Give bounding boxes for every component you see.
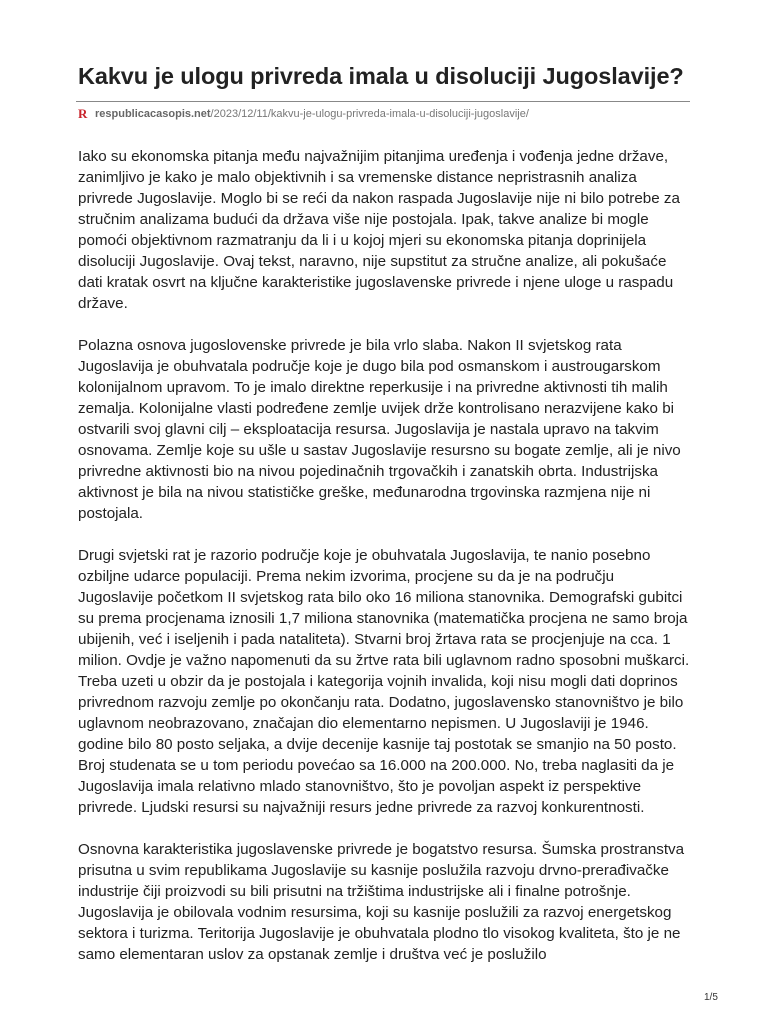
article-body (78, 146, 693, 986)
title-divider (76, 101, 690, 102)
source-path[interactable]: /2023/12/11/kakvu-je-ulogu-privreda-imala-u-disoluciji-jugoslavije/ (210, 108, 529, 120)
paragraph: Polazna osnova jugoslovenske privrede je bila vrlo slaba. Nakon II svjetskog rata Jugoslavija je obuhvatala područje koje je dugo bila pod osmanskom i austrougarskom kolonijalnom upravom. To je imalo direktne reperkusije i na privredne aktivnosti tih malih zemalja. Kolonijalne vlasti podređene zemlje uvijek drže kontrolisano nerazvijene kako bi ostvarili svoj glavni cilj – eksploatacija resursa. Jugoslavija je nastala upravo na takvim osnovama. Zemlje koje su ušle u sastav Jugoslavije resursno su bogate zemlje, ali je nivo privredne aktivnosti bio na nivou pojedinačnih trgovačkih i zanatskih obrta. Industrijska aktivnost je bila na nivou statističke greške, međunarodna trgovinska razmjena nije ni postojala. (78, 337, 681, 522)
paragraph: Iako su ekonomska pitanja među najvažnijim pitanjima uređenja i vođenja jedne države, zanimljivo je kako je malo objektivnih i sa vremenske distance nepristrasnih analiza privrede Jugoslavije. Moglo bi se reći da nakon raspada Jugoslavije nije ni bilo potrebe za stručnim analizama budući da država više nije postojala. Ipak, takve analize bi mogle pomoći objektivnom razmatranju da li i u kojoj mjeri su ekonomska pitanja doprinijela disoluciji Jugoslavije. Ovaj tekst, naravno, nije supstitut za stručne analize, ali pokušaće dati kratak osvrt na ključne karakteristike jugoslavenske privrede i njene uloge u raspadu države. (78, 148, 680, 312)
paragraph: Drugi svjetski rat je razorio područje koje je obuhvatala Jugoslavija, te nanio posebno ozbiljne udarce populaciji. Prema nekim izvorima, procjene su da je na području Jugoslavije početkom II svjetskog rata bilo oko 16 miliona stanovnika. Demografski gubitci su prema procjenama iznosili 1,7 miliona stanovnika (matematička procjena ne samo broja ubijenih, već i iseljenih i pada nataliteta). Stvarni broj žrtava rata se procjenjuje na cca. 1 milion. Ovdje je važno napomenuti da su žrtve rata bili uglavnom radno sposobni muškarci. Treba uzeti u obzir da je postojala i kategorija vojnih invalida, koji nisu mogli dati doprinos privrednom razvoju zemlje po okončanju rata. Dodatno, jugoslavensko stanovništvo je bilo uglavnom neobrazovano, značajan dio elementarno nepismen. U Jugoslaviji je 1946. godine bilo 80 posto seljaka, a dvije decenije kasnije taj postotak se smanjio na 50 posto. Broj studenata se u tom periodu povećao sa 16.000 na 200.000. No, treba naglasiti da je Jugoslavija imala relativno mlado stanovništvo, što je povoljan aspekt iz perspektive privrede. Ljudski resursi su najvažniji resurs jedne privrede za razvoj konkurentnosti. (78, 547, 690, 816)
source-line (78, 108, 529, 120)
source-site[interactable]: respublicacasopis.net (95, 108, 211, 120)
page-number: 1/5 (704, 992, 718, 1003)
page-title: Kakvu je ulogu privreda imala u disoluciji Jugoslavije? (78, 63, 684, 89)
paragraph: Osnovna karakteristika jugoslavenske privrede je bogatstvo resursa. Šumska prostranstva prisutna u svim republikama Jugoslavije su kasnije poslužila razvoju drvno-prerađivačke industrije čiji proizvodi su bili prisutni na tržištima industrijske ali i finalne potrošnje. Jugoslavija je obilovala vodnim resursima, koji su kasnije poslužili za razvoj energetskog sektora i turizma. Teritorija Jugoslavije je obuhvatala plodno tlo visokog kvaliteta, što je ne samo elementaran uslov za opstanak zemlje i društva već je poslužilo (78, 841, 685, 963)
site-favicon-icon: R (78, 106, 88, 121)
